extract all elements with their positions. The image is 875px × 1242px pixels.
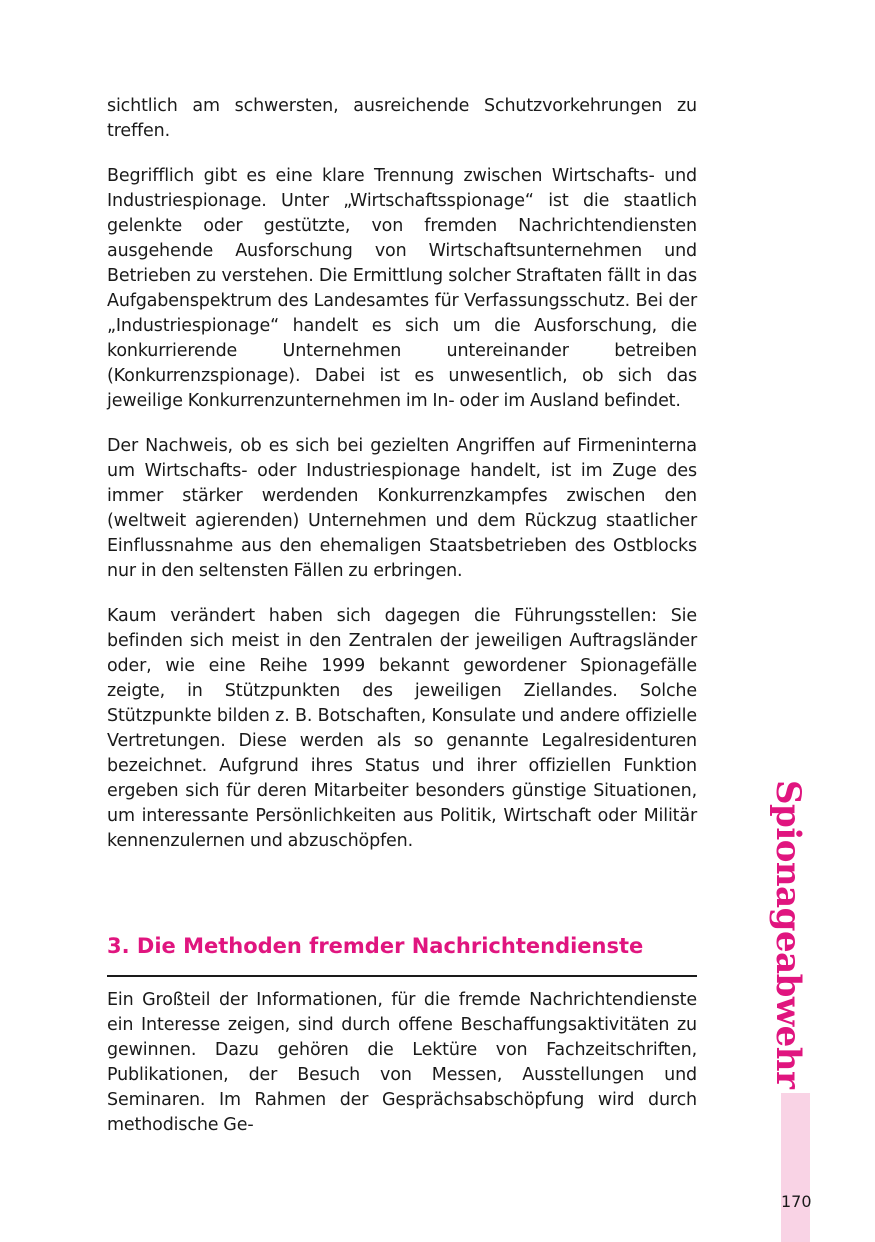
heading-divider [107,975,697,977]
section-body-text [107,988,697,1158]
chapter-side-title: Spionageabwehr [768,780,808,1089]
page-tab [781,1093,810,1242]
body-text [107,94,697,874]
paragraph: Ein Großteil der Informationen, für die fremde Nachrichtendienste ein Interesse zeigen, sind durch offene Beschaffungsaktivitäten zu gewinnen. Dazu gehören die Lektüre von Fachzeitschriften, Publikationen, der Besuch von Messen, Ausstellungen und Seminaren. Im Rahmen der Gesprächsabschöpfung wird durch methodische Ge- [107,990,697,1135]
page-number: 170 [781,1192,812,1211]
section-heading: 3. Die Methoden fremder Nachrichtendienste [107,934,644,958]
paragraph: Kaum verändert haben sich dagegen die Führungsstellen: Sie befinden sich meist in den Zentralen der jeweiligen Auftragsländer oder, wie eine Reihe 1999 bekannt gewordener Spionagefälle zeigte, in Stützpunkten des jeweiligen Ziellandes. Solche Stützpunkte bilden z. B. Botschaften, Konsulate und andere offizielle Vertretungen. Diese werden als so genannte Legalresidenturen bezeichnet. Aufgrund ihres Status und ihrer offiziellen Funktion ergeben sich für deren Mitarbeiter besonders günstige Situationen, um interessante Persönlichkeiten aus Politik, Wirtschaft oder Militär kennenzulernen und abzuschöpfen. [107,606,697,851]
paragraph: Der Nachweis, ob es sich bei gezielten Angriffen auf Firmeninterna um Wirtschafts- oder Industriespionage handelt, ist im Zuge des immer stärker werdenden Konkurrenzkampfes zwischen den (weltweit agierenden) Unternehmen und dem Rückzug staatlicher Einflussnahme aus den ehemaligen Staatsbetrieben des Ostblocks nur in den seltensten Fällen zu erbringen. [107,436,697,581]
paragraph: Begrifflich gibt es eine klare Trennung zwischen Wirtschafts- und Industriespionage. Unter „Wirtschaftsspionage“ ist die staatlich gelenkte oder gestützte, von fremden Nachrichtendiensten ausgehende Ausforschung von Wirtschaftsunternehmen und Betrieben zu verstehen. Die Ermittlung solcher Straftaten fällt in das Aufgabenspektrum des Landesamtes für Verfassungsschutz. Bei der „Industriespionage“ handelt es sich um die Ausforschung, die konkurrierende Unternehmen untereinander betreiben (Konkurrenzspionage). Dabei ist es unwesentlich, ob sich das jeweilige Konkurrenzunternehmen im In- oder im Ausland befindet. [107,166,697,411]
paragraph: sichtlich am schwersten, ausreichende Schutzvorkehrungen zu treffen. [107,96,697,141]
